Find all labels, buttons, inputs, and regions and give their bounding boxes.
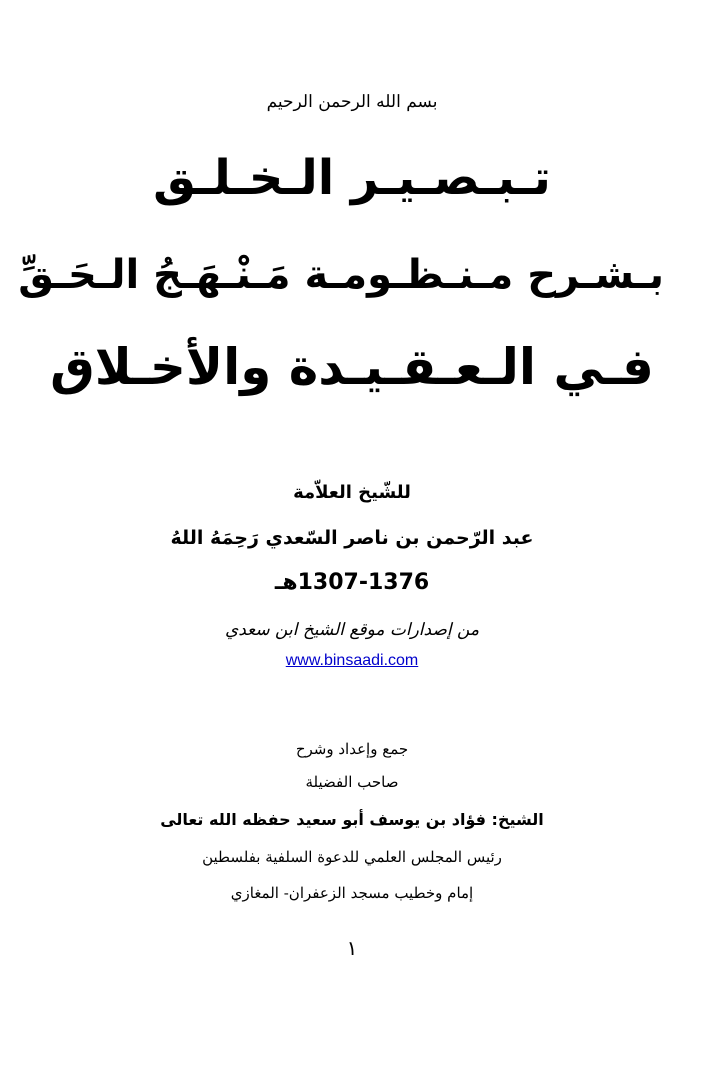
compiler-name: الشيخ: فؤاد بن يوسف أبو سعيد حفظه الله تعالى xyxy=(160,810,544,829)
author-dates: 1307-1376هـ xyxy=(274,570,430,595)
book-title-line3: فـي الـعـقـيـدة والأخـلاق xyxy=(50,338,654,396)
virtue-title: صاحب الفضيلة xyxy=(305,773,399,791)
compiled-by: جمع وإعداد وشرح xyxy=(295,740,409,758)
website-line xyxy=(40,652,664,670)
author-title: للشّيخ العلاّمة xyxy=(293,482,411,503)
compiler-role-1: رئيس المجلس العلمي للدعوة السلفية بفلسطين xyxy=(202,848,502,866)
website-link[interactable]: www.binsaadi.com xyxy=(285,652,419,669)
book-title-line1: تـبـصـيـر الـخـلـق xyxy=(153,150,551,206)
compiler-role-2: إمام وخطيب مسجد الزعفران- المغازي xyxy=(230,884,474,902)
page-number: ١ xyxy=(346,936,358,960)
basmala: بسم الله الرحمن الرحيم xyxy=(266,92,438,112)
book-title-line2: بـشـرح مـنـظـومـة مَـنْـهَـجُ الـحَـقِّ xyxy=(18,252,664,298)
publisher-note: من إصدارات موقع الشيخ ابن سعدي xyxy=(224,620,480,640)
author-name: عبد الرّحمن بن ناصر السّعدي رَحِمَهُ اللهُ xyxy=(170,527,534,549)
